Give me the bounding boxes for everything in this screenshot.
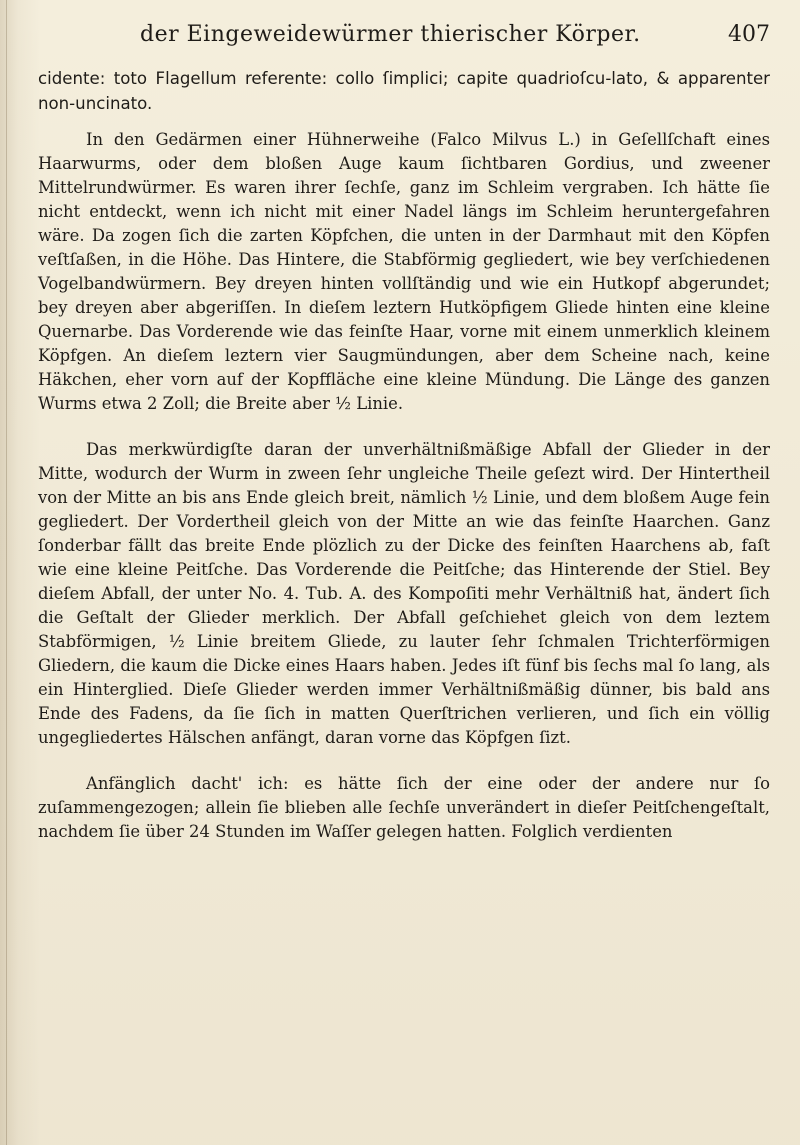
paragraph-habitat: In den Gedärmen einer Hühnerweihe (Falco Milvus L.) in Geſellſchaft eines Haarwurms, oder dem bloßen Auge kaum ſichtbaren Gordius, und zweener Mittelrundwürmer. Es waren ihrer ſechſe, ganz im Schleim vergraben. Ich hätte ſie nicht entdeckt, wenn ich nicht mit einer Nadel längs im Schleim heruntergefahren wäre. Da zogen ſich die zarten Köpfchen, die unten in der Darmhaut mit den Köpfen veſtſaßen, in die Höhe. Das Hintere, die Stabförmig gegliedert, wie bey verſchiedenen Vogelbandwürmern. Bey dreyen hinten vollſtändig und wie ein Hutkopf abgerundet; bey dreyen aber abgeriſſen. In dieſem leztern Hutköpfigem Gliede hinten eine kleine Quernarbe. Das Vorderende wie das feinſte Haar, vorne mit einem unmerklich kleinem Köpfgen. An dieſem leztern vier Saugmündungen, aber dem Scheine nach, keine Häkchen, eher vorn auf der Kopffläche eine kleine Mündung. Die Länge des ganzen Wurms etwa 2 Zoll; die Breite aber ½ Linie.	[38, 130, 770, 413]
running-head: der Eingeweidewürmer thierischer Körper.	[140, 22, 641, 47]
page-header	[80, 18, 770, 58]
paragraph-segments: Das merkwürdigſte daran der unverhältnißmäßige Abfall der Glieder in der Mitte, wodurch der Wurm in zween ſehr ungleiche Theile geſezt wird. Der Hintertheil von der Mitte an bis ans Ende gleich breit, nämlich ½ Linie, und dem bloßem Auge fein gegliedert. Der Vordertheil gleich von der Mitte an wie das feinſte Haarchen. Ganz ſonderbar fällt das breite Ende plözlich zu der Dicke des feinſten Haarchens ab, faſt wie eine kleine Peitſche. Das Vorderende die Peitſche; das Hinterende der Stiel. Bey dieſem Abfall, der unter No. 4. Tub. A. des Kompoſiti mehr Verhältniß hat, ändert ſich die Geſtalt der Glieder merklich. Der Abfall geſchiehet gleich von dem leztem Stabförmigen, ½ Linie breitem Gliede, zu lauter ſehr ſchmalen Trichterförmigen Gliedern, die kaum die Dicke eines Haars haben. Jedes iſt fünf bis ſechs mal ſo lang, als ein Hinterglied. Dieſe Glieder werden immer Verhältnißmäßig dünner, bis bald ans Ende des Fadens, da ſie ſich in matten Querſtrichen verlieren, und ſich ein völlig ungegliedertes Hälschen anfängt, daran vorne das Köpfgen ſizt.	[38, 440, 770, 747]
latin-description: cidente: toto Flagellum referente: collo ſimplici; capite quadrioſcu-lato, & apparenter non-uncinato.	[38, 69, 770, 113]
body-text	[38, 66, 770, 844]
binding-edge	[6, 0, 7, 1145]
page-number: 407	[728, 22, 770, 47]
paragraph-conclusion: Anfänglich dacht' ich: es hätte ſich der eine oder der andere nur ſo zuſammengezogen; allein ſie blieben alle ſechſe unverändert in dieſer Peitſchengeſtalt, nachdem ſie über 24 Stunden im Waſſer gelegen hatten. Folglich verdienten	[38, 774, 770, 841]
